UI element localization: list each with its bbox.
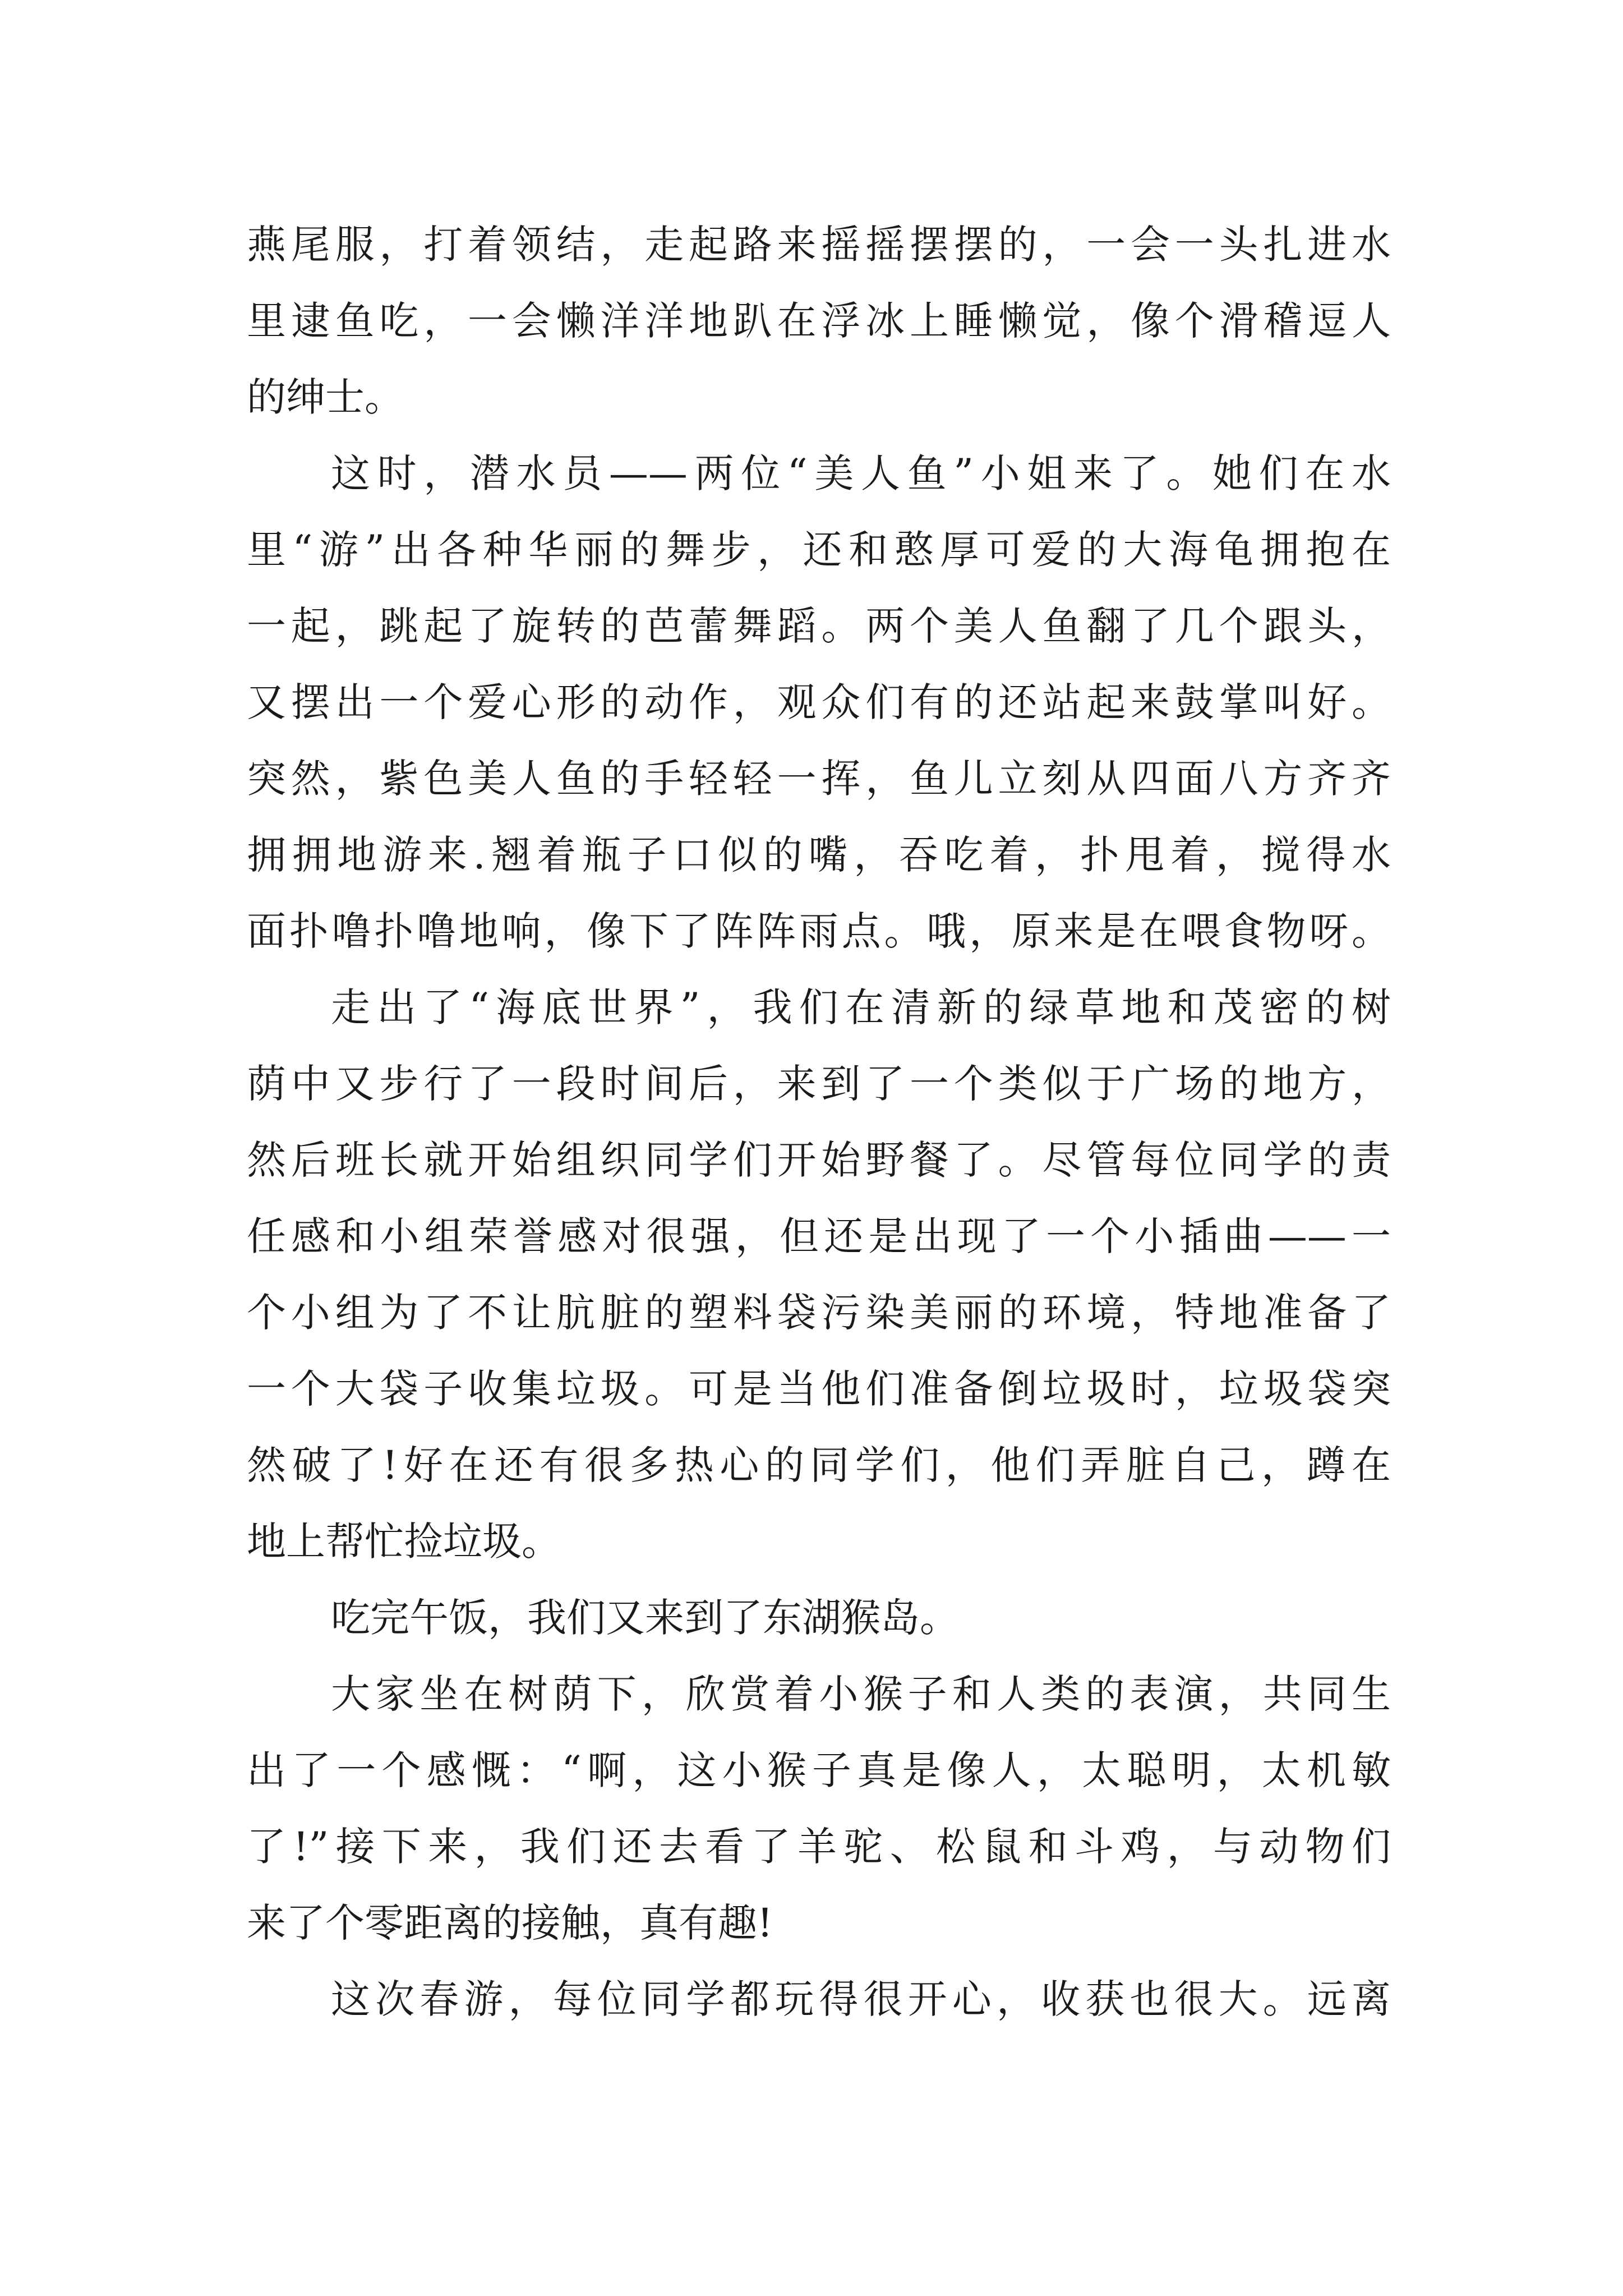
text-line: 燕尾服，打着领结，走起路来摇摇摆摆的，一会一头扎进水 xyxy=(247,222,1391,268)
text-line: 大家坐在树荫下，欣赏着小猴子和人类的表演，共同生 xyxy=(331,1671,1391,1717)
text-line: 来了个零距离的接触，真有趣! xyxy=(247,1900,773,1946)
text-line: 里“游”出各种华丽的舞步，还和憨厚可爱的大海龟拥抱在 xyxy=(247,527,1391,573)
text-line: 任感和小组荣誉感对很强，但还是出现了一个小插曲——一 xyxy=(247,1213,1391,1259)
text-line: 突然，紫色美人鱼的手轻轻一挥，鱼儿立刻从四面八方齐齐 xyxy=(247,756,1391,802)
text-line: 了!”接下来，我们还去看了羊驼、松鼠和斗鸡，与动物们 xyxy=(247,1824,1391,1870)
text-line: 荫中又步行了一段时间后，来到了一个类似于广场的地方， xyxy=(247,1061,1391,1107)
text-line: 个小组为了不让肮脏的塑料袋污染美丽的环境，特地准备了 xyxy=(247,1290,1391,1336)
text-line: 又摆出一个爱心形的动作，观众们有的还站起来鼓掌叫好。 xyxy=(247,679,1391,725)
document-body-text xyxy=(247,206,1391,2037)
text-line: 面扑噜扑噜地响，像下了阵阵雨点。哦，原来是在喂食物呀。 xyxy=(247,908,1391,954)
text-line: 里逮鱼吃，一会懒洋洋地趴在浮冰上睡懒觉，像个滑稽逗人 xyxy=(247,298,1391,344)
text-line: 的绅士。 xyxy=(247,374,404,420)
text-line: 然破了!好在还有很多热心的同学们，他们弄脏自己，蹲在 xyxy=(247,1442,1391,1488)
text-line: 走出了“海底世界”，我们在清新的绿草地和茂密的树 xyxy=(331,984,1391,1030)
text-line: 出了一个感慨：“啊，这小猴子真是像人，太聪明，太机敏 xyxy=(247,1747,1391,1793)
text-line: 吃完午饭，我们又来到了东湖猴岛。 xyxy=(331,1595,959,1641)
text-line: 然后班长就开始组织同学们开始野餐了。尽管每位同学的责 xyxy=(247,1137,1391,1183)
text-line: 一起，跳起了旋转的芭蕾舞蹈。两个美人鱼翻了几个跟头， xyxy=(247,603,1391,649)
text-line: 一个大袋子收集垃圾。可是当他们准备倒垃圾时，垃圾袋突 xyxy=(247,1366,1391,1412)
text-line: 这次春游，每位同学都玩得很开心，收获也很大。远离 xyxy=(331,1976,1391,2022)
text-line: 地上帮忙捡垃圾。 xyxy=(247,1519,561,1565)
text-line: 拥拥地游来.翘着瓶子口似的嘴，吞吃着，扑甩着，搅得水 xyxy=(247,832,1391,878)
text-line: 这时，潜水员——两位“美人鱼”小姐来了。她们在水 xyxy=(331,450,1391,496)
